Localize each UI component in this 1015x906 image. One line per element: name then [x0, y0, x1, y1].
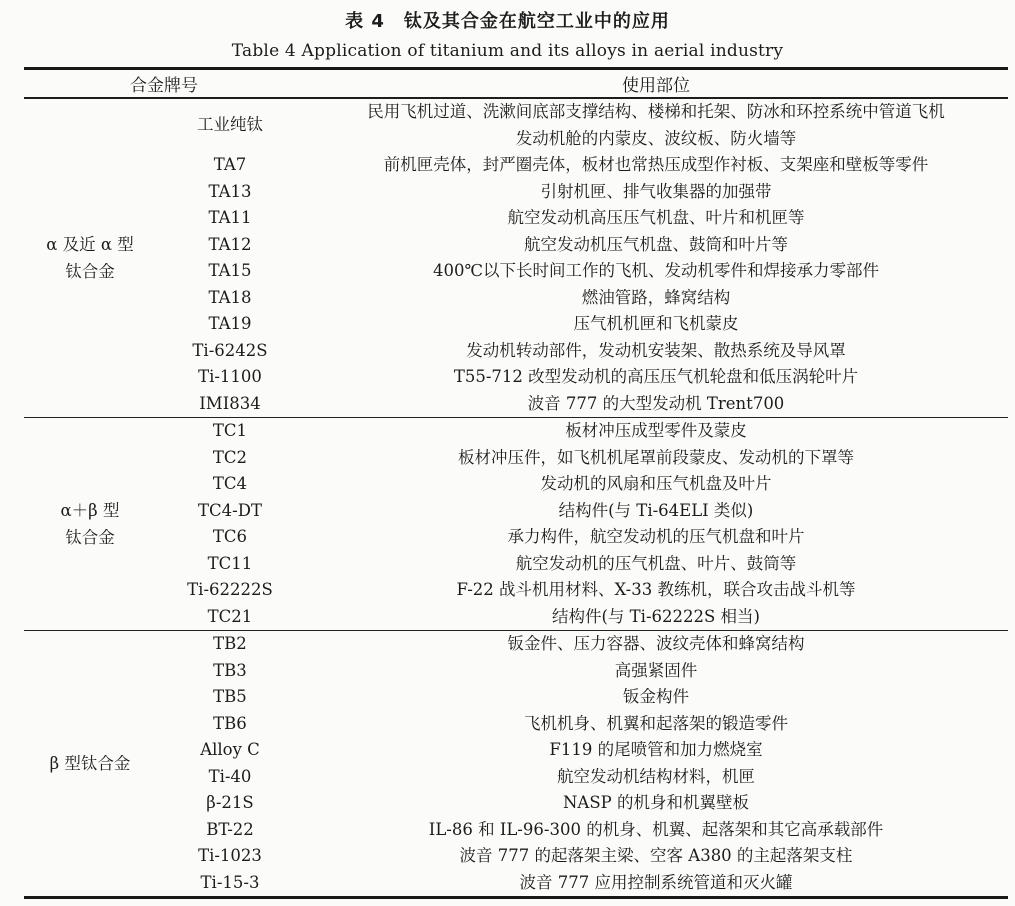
- usage-text: [304, 364, 1008, 391]
- alloy-grade: TB3: [213, 660, 247, 680]
- group-label-line: α 及近 α 型: [46, 235, 134, 254]
- usage-line: IL-86 和 IL-96-300 的机身、机翼、起落架和其它高承载部件: [428, 819, 884, 839]
- scanned-page: [0, 7, 1015, 906]
- alloy-grade: TA12: [208, 234, 252, 254]
- usage-text: [304, 418, 1008, 445]
- application-table: [24, 67, 1008, 899]
- usage-line: F-22 战斗机用材料、X-33 教练机，联合攻击战斗机等: [456, 580, 856, 599]
- usage-line: 航空发动机结构材料，机匣: [557, 766, 755, 786]
- group-label-line: 钛合金: [65, 262, 115, 281]
- usage-text: [304, 179, 1008, 206]
- table-row: [24, 843, 1008, 870]
- alloy-grade: Ti-6242S: [192, 340, 268, 360]
- usage-line: 波音 777 应用控制系统管道和灭火罐: [519, 872, 793, 892]
- header-row: [24, 69, 1008, 99]
- table-row: [24, 790, 1008, 817]
- usage-text: [304, 711, 1008, 738]
- table-row: [24, 391, 1008, 418]
- table-row: [24, 737, 1008, 764]
- group-label: [24, 418, 156, 631]
- table-row: [24, 258, 1008, 285]
- table-row: [24, 205, 1008, 232]
- usage-line: 承力构件，航空发动机的压气机盘和叶片: [507, 527, 805, 546]
- alloy-grade: TC11: [207, 553, 253, 573]
- alloy-grade: TA15: [208, 261, 252, 280]
- usage-line: 发动机转动部件，发动机安装架、散热系统及导风罩: [466, 340, 846, 360]
- usage-line: NASP 的机身和机翼壁板: [562, 793, 749, 812]
- usage-line: 400℃以下长时间工作的飞机、发动机零件和焊接承力零部件: [433, 261, 879, 280]
- group-label: [24, 98, 156, 418]
- table-row: [24, 577, 1008, 604]
- group-label: [24, 631, 156, 898]
- usage-line: 高强紧固件: [614, 660, 698, 680]
- usage-text: [304, 311, 1008, 338]
- usage-line: 结构件(与 Ti-64ELI 类似): [558, 500, 754, 520]
- table-header: [24, 69, 1008, 99]
- usage-line: 燃油管路，蜂窝结构: [581, 287, 731, 307]
- table-row: [24, 604, 1008, 631]
- table-row: [24, 98, 1008, 152]
- table-row: [24, 711, 1008, 738]
- alloy-grade: Ti-1100: [198, 367, 262, 386]
- usage-text: [304, 684, 1008, 711]
- alloy-grade: TA7: [213, 155, 247, 174]
- alloy-grade: β-21S: [206, 793, 254, 812]
- usage-text: [304, 817, 1008, 844]
- alloy-grade: IMI834: [199, 393, 261, 413]
- usage-line: 发动机舱的内蒙皮、波纹板、防火墙等: [515, 128, 797, 148]
- alloy-grade: BT-22: [206, 819, 254, 839]
- table-title-en: Table 4 Application of titanium and its alloys in aerial industry: [231, 41, 784, 61]
- usage-line: 航空发动机高压压气机盘、叶片和机匣等: [507, 208, 805, 227]
- alloy-grade: TA11: [208, 208, 252, 227]
- group-label-line: β 型钛合金: [49, 754, 131, 773]
- alloy-grade: TC1: [212, 421, 248, 440]
- usage-text: [304, 232, 1008, 259]
- header-alloy-grade: 合金牌号: [130, 76, 198, 96]
- alloy-group: [24, 631, 1008, 898]
- usage-line: 板材冲压成型零件及蒙皮: [565, 421, 747, 440]
- alloy-grade: Ti-15-3: [200, 872, 260, 892]
- alloy-grade: TC2: [212, 447, 248, 467]
- table-row: [24, 364, 1008, 391]
- header-usage: 使用部位: [622, 76, 690, 96]
- usage-line: 波音 777 的大型发动机 Trent700: [527, 393, 785, 413]
- alloy-grade: TB6: [213, 713, 247, 733]
- usage-text: [304, 764, 1008, 791]
- usage-text: [304, 658, 1008, 685]
- usage-text: [304, 258, 1008, 285]
- usage-text: [304, 631, 1008, 658]
- usage-text: [304, 551, 1008, 578]
- usage-line: T55-712 改型发动机的高压压气机轮盘和低压涡轮叶片: [453, 367, 859, 386]
- table-row: [24, 285, 1008, 312]
- usage-text: [304, 152, 1008, 179]
- alloy-grade: Ti-1023: [198, 846, 262, 865]
- alloy-group: [24, 418, 1008, 631]
- alloy-grade: Ti-62222S: [187, 580, 273, 599]
- table-row: [24, 684, 1008, 711]
- table-row: [24, 152, 1008, 179]
- usage-text: [304, 285, 1008, 312]
- alloy-grade: TA19: [208, 314, 252, 333]
- table-row: [24, 658, 1008, 685]
- usage-text: [304, 790, 1008, 817]
- usage-text: [304, 843, 1008, 870]
- group-label-line: 钛合金: [65, 528, 115, 547]
- usage-text: [304, 577, 1008, 604]
- table-row: [24, 498, 1008, 525]
- usage-text: [304, 338, 1008, 365]
- table-row: [24, 311, 1008, 338]
- table-row: [24, 232, 1008, 259]
- alloy-grade: TA18: [208, 287, 252, 307]
- table-row: [24, 445, 1008, 472]
- usage-text: [304, 391, 1008, 418]
- usage-line: 航空发动机压气机盘、鼓筒和叶片等: [524, 234, 788, 254]
- table-title-zh: 表 4 钛及其合金在航空工业中的应用: [345, 11, 670, 32]
- usage-line: 结构件(与 Ti-62222S 相当): [551, 606, 760, 626]
- usage-text: [304, 471, 1008, 498]
- usage-line: F119 的尾喷管和加力燃烧室: [549, 740, 763, 759]
- alloy-grade: TC4: [212, 474, 248, 493]
- alloy-grade: Alloy C: [200, 740, 260, 759]
- alloy-grade: TC4-DT: [198, 500, 262, 520]
- usage-text: [304, 524, 1008, 551]
- alloy-grade: TB2: [213, 634, 247, 653]
- usage-line: 航空发动机的压气机盘、叶片、鼓筒等: [515, 553, 797, 573]
- usage-line: 发动机的风扇和压气机盘及叶片: [540, 474, 772, 493]
- alloy-grade: TA13: [208, 181, 252, 201]
- usage-text: [304, 870, 1008, 898]
- alloy-grade: Ti-40: [208, 766, 252, 786]
- alloy-grade: TC6: [212, 527, 248, 546]
- usage-text: [304, 445, 1008, 472]
- table-row: [24, 551, 1008, 578]
- usage-text: [304, 604, 1008, 631]
- usage-line: 钣金件、压力容器、波纹壳体和蜂窝结构: [507, 634, 805, 653]
- table-row: [24, 870, 1008, 898]
- usage-line: 引射机匣、排气收集器的加强带: [540, 181, 772, 201]
- usage-text: [304, 205, 1008, 232]
- usage-line: 飞机机身、机翼和起落架的锻造零件: [524, 713, 788, 733]
- usage-text: [304, 498, 1008, 525]
- table-row: [24, 524, 1008, 551]
- table-row: [24, 817, 1008, 844]
- usage-line: 压气机机匣和飞机蒙皮: [573, 314, 739, 333]
- table-row: [24, 418, 1008, 445]
- usage-text: [304, 98, 1008, 152]
- usage-line: 板材冲压件，如飞机机尾罩前段蒙皮、发动机的下罩等: [458, 447, 854, 467]
- alloy-group: [24, 98, 1008, 418]
- usage-line: 民用飞机过道、洗漱间底部支撑结构、楼梯和托架、防冰和环控系统中管道飞机: [367, 102, 945, 121]
- alloy-grade: TC21: [207, 606, 253, 626]
- alloy-grade: 工业纯钛: [197, 115, 263, 135]
- alloy-grade: TB5: [213, 687, 247, 706]
- usage-line: 波音 777 的起落架主梁、空客 A380 的主起落架支柱: [459, 846, 853, 865]
- table-row: [24, 471, 1008, 498]
- usage-line: 前机匣壳体，封严圈壳体，板材也常热压成型作衬板、支架座和壁板等零件: [383, 155, 929, 174]
- table-row: [24, 338, 1008, 365]
- table-row: [24, 631, 1008, 658]
- table-row: [24, 179, 1008, 206]
- table-row: [24, 764, 1008, 791]
- usage-text: [304, 737, 1008, 764]
- usage-line: 钣金构件: [623, 687, 689, 706]
- group-label-line: α＋β 型: [60, 501, 120, 520]
